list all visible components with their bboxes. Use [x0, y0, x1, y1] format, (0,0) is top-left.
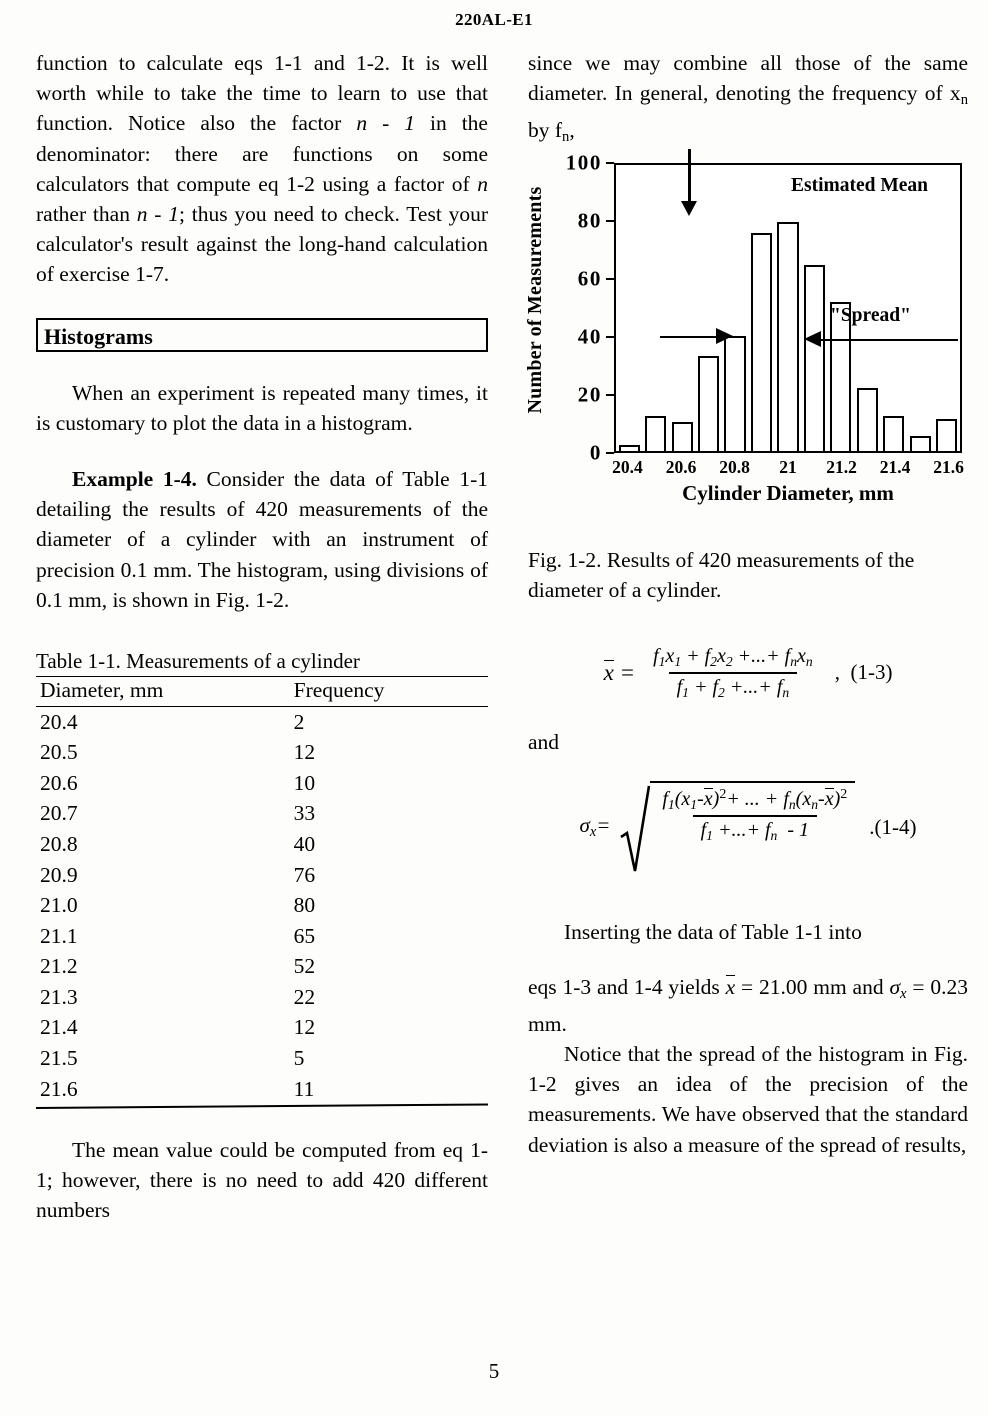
equation-1-4-fraction — [654, 787, 855, 844]
cell-diameter: 21.3 — [40, 984, 78, 1009]
equation-number: (1-3) — [850, 660, 893, 685]
table-row — [36, 860, 488, 891]
x-tick-label: 20.8 — [719, 456, 750, 477]
paragraph-notice-spread: Notice that the spread of the histogram in Fig. 1-2 gives an idea of the precision of the measurements. We have observed that the standard deviation is also a measure of the spread of results, — [528, 1042, 968, 1157]
cell-diameter: 20.7 — [40, 801, 78, 826]
table-head — [36, 677, 488, 706]
equation-1-3 — [528, 645, 968, 701]
table-1-1 — [36, 649, 488, 1109]
measurements-table — [36, 677, 488, 706]
sigma-inline-sub: x — [900, 985, 907, 1002]
cell-frequency: 22 — [293, 984, 316, 1009]
equation-connector-and: and — [528, 730, 560, 755]
histogram-bar — [645, 416, 666, 450]
x-bar-inline: x — [725, 974, 736, 999]
cell-frequency: 76 — [293, 862, 316, 887]
equation-1-3-fraction — [645, 645, 821, 701]
table-row — [36, 921, 488, 952]
cell-frequency: 40 — [293, 831, 316, 856]
y-tick-mark — [606, 394, 614, 396]
para-text-d: ; thus you need to check. Test your calculator's result against the long-hand calculation of exercise 1-7. — [36, 202, 488, 287]
italic-n-minus-1-b: n - 1 — [136, 202, 180, 227]
cell-diameter: 20.6 — [40, 770, 78, 795]
equation-1-4-tag: .(1-4) — [869, 814, 917, 839]
equation-1-4-numerator: $f_1(x_1-x)^2+$ ... + $f_n(x_n-x)^2$ — [662, 787, 848, 813]
right-column — [524, 48, 968, 1160]
table-row — [36, 738, 488, 769]
rc-text-c: , — [569, 118, 575, 143]
y-tick-mark — [606, 220, 614, 222]
table-row — [36, 829, 488, 860]
y-tick-mark — [606, 162, 614, 164]
y-axis-label-text: Number of Measurements — [524, 186, 546, 414]
table-row — [36, 1074, 488, 1105]
chart-y-axis-label — [524, 0, 550, 414]
estimated-mean-label: Estimated Mean — [791, 174, 929, 196]
cell-frequency: 12 — [293, 740, 316, 765]
histogram-bar — [857, 388, 878, 451]
paragraph-mean-value: The mean value could be computed from eq 1-1; however, there is no need to add 420 different numbers — [36, 1137, 488, 1223]
chart-y-axis-ticks — [550, 150, 606, 465]
cell-diameter: 20.8 — [40, 831, 78, 856]
measurements-table-body — [36, 707, 488, 1105]
histogram-bar — [910, 436, 931, 450]
spread-annotation-label: "Spread" — [830, 304, 911, 326]
y-tick-label: 100 — [565, 150, 602, 175]
spread-arrow-head-right — [716, 328, 733, 344]
histogram-bar — [619, 445, 640, 451]
histogram-bar — [883, 416, 904, 450]
example-text: Consider the data of Table 1-1 detailing the results of 420 measurements of the diameter of a cylinder with an instrument of precision 0.1 mm. The histogram, using divisions of 0.1 mm, is shown in Fig. 1-2. — [36, 467, 488, 612]
x-tick-label: 21.2 — [826, 456, 857, 477]
para-text-b: in the denominator: there are functions on some calculators that compute eq 1-2 using a factor of — [36, 111, 488, 196]
section-heading-histograms: Histograms — [44, 323, 153, 349]
italic-n-minus-1-a: n - 1 — [356, 111, 415, 136]
figure-1-2-histogram — [524, 150, 968, 523]
cell-diameter: 20.4 — [40, 709, 78, 734]
cell-diameter: 21.5 — [40, 1046, 78, 1071]
rc-text-a: since we may combine all those of the same diameter. In general, denoting the frequency of x — [528, 51, 968, 106]
histogram-bar — [751, 233, 772, 450]
left-column — [36, 48, 488, 1225]
table-row — [36, 799, 488, 830]
cell-frequency: 12 — [293, 1015, 316, 1040]
cell-diameter: 21.0 — [40, 893, 78, 918]
equation-1-3-tag — [821, 660, 893, 685]
cell-frequency: 2 — [293, 709, 305, 734]
histogram-bar — [724, 336, 745, 450]
para-text-c: rather than — [36, 202, 137, 227]
x-tick-label: 21.6 — [933, 456, 964, 477]
histogram-bar — [672, 422, 693, 451]
equation-comma: , — [834, 660, 840, 685]
histogram-bar — [936, 419, 957, 450]
equation-1-4-denominator: $f_1$ +...+ $f_n - 1$ — [693, 815, 817, 844]
radical-sign — [620, 781, 650, 873]
italic-n: n — [477, 171, 488, 196]
equals-sign: = — [619, 659, 636, 685]
x-tick-label: 21 — [779, 456, 797, 477]
chart-x-axis-ticks — [614, 457, 962, 483]
rc-text-b: by f — [528, 118, 563, 143]
cell-frequency: 10 — [293, 770, 316, 795]
table-row — [36, 891, 488, 922]
x-tick-label: 21.4 — [879, 456, 911, 477]
y-tick-label: 40 — [577, 324, 602, 349]
column-header-diameter: Diameter, mm — [40, 678, 164, 703]
cell-frequency: 11 — [293, 1076, 315, 1101]
cell-diameter: 21.4 — [40, 1015, 78, 1040]
y-tick-mark — [606, 336, 614, 338]
yield-text-c: = 0.23 mm. — [528, 974, 968, 1036]
sigma-subscript: x — [589, 824, 597, 841]
cell-frequency: 52 — [293, 954, 316, 979]
equation-1-3-denominator: $f_1 + f_2$ +...+ $f_n$ — [669, 672, 798, 701]
table-row — [36, 768, 488, 799]
y-tick-label: 20 — [577, 382, 602, 407]
equation-1-4-lhs — [579, 813, 620, 841]
cell-frequency: 5 — [293, 1046, 305, 1071]
table-row — [36, 1044, 488, 1075]
equation-1-4-row — [528, 781, 968, 873]
equation-1-4 — [528, 781, 968, 873]
cell-diameter: 20.9 — [40, 862, 78, 887]
sigma-symbol: σ — [579, 813, 590, 838]
table-row — [36, 952, 488, 983]
table-body — [36, 707, 488, 1105]
cell-frequency: 65 — [293, 923, 316, 948]
table-row — [36, 982, 488, 1013]
cell-diameter: 21.1 — [40, 923, 78, 948]
paragraph-calculator-function — [36, 48, 488, 290]
subscript-n-1: n — [960, 92, 968, 109]
equation-1-3-row — [528, 645, 968, 701]
table-row — [36, 707, 488, 738]
paragraph-experiment-repeated: When an experiment is repeated many times, it is customary to plot the data in a histogram. — [36, 380, 488, 435]
equals-sign: = — [596, 813, 611, 838]
histogram-bar — [804, 265, 825, 451]
square-root-group — [620, 781, 855, 873]
histogram-bar — [698, 356, 719, 450]
y-tick-mark — [606, 278, 614, 280]
table-header-row — [36, 677, 488, 706]
column-header-frequency: Frequency — [293, 678, 385, 703]
radicand — [650, 781, 855, 873]
cell-diameter: 21.2 — [40, 954, 78, 979]
sigma-inline: σ — [889, 974, 901, 999]
yield-text-b: = 21.00 mm and — [735, 974, 890, 999]
estimated-mean-arrow-head — [681, 201, 697, 216]
estimated-mean-arrow-shaft — [688, 149, 691, 203]
y-tick-label: 80 — [577, 208, 602, 233]
example-label: Example 1-4. — [72, 467, 197, 492]
equation-1-3-lhs — [604, 660, 646, 686]
paragraph-eqs-yield — [528, 972, 968, 1039]
table-row — [36, 1013, 488, 1044]
spread-arrow-head-left — [804, 331, 821, 347]
x-tick-label: 20.4 — [612, 456, 643, 477]
spread-arrow-shaft-right — [820, 339, 958, 341]
table-caption: Table 1-1. Measurements of a cylinder — [36, 649, 360, 674]
section-heading-box — [36, 318, 488, 352]
subscript-n-2: n — [562, 129, 570, 146]
para-text-a: function to calculate eqs 1-1 and 1-2. It is well worth while to take the time to learn to use that function. Notice also the factor — [36, 51, 488, 136]
x-bar-symbol: x — [603, 659, 614, 685]
cell-diameter: 21.6 — [40, 1076, 78, 1101]
running-head: 220AL-E1 — [455, 10, 533, 29]
y-tick-label: 60 — [577, 266, 602, 291]
y-tick-label: 0 — [589, 440, 602, 465]
cell-frequency: 33 — [293, 801, 316, 826]
cell-diameter: 20.5 — [40, 740, 78, 765]
paragraph-same-diameter — [528, 48, 968, 153]
page-number: 5 — [488, 1359, 500, 1383]
cell-frequency: 80 — [293, 893, 316, 918]
paragraph-example-1-4 — [36, 464, 488, 615]
equation-1-3-numerator: $f_1x_1 + f_2x_2$ +...+ $f_nx_n$ — [653, 644, 813, 669]
x-tick-label: 20.6 — [665, 456, 697, 477]
paragraph-inserting-data: Inserting the data of Table 1-1 into — [564, 920, 862, 945]
y-tick-mark — [606, 452, 614, 454]
histogram-bar — [777, 222, 798, 451]
figure-caption: Fig. 1-2. Results of 420 measurements of the diameter of a cylinder. — [528, 547, 915, 602]
yield-text-a: eqs 1-3 and 1-4 yields — [528, 974, 726, 999]
chart-plot-area — [614, 163, 962, 453]
chart-x-axis-label: Cylinder Diameter, mm — [682, 480, 894, 505]
